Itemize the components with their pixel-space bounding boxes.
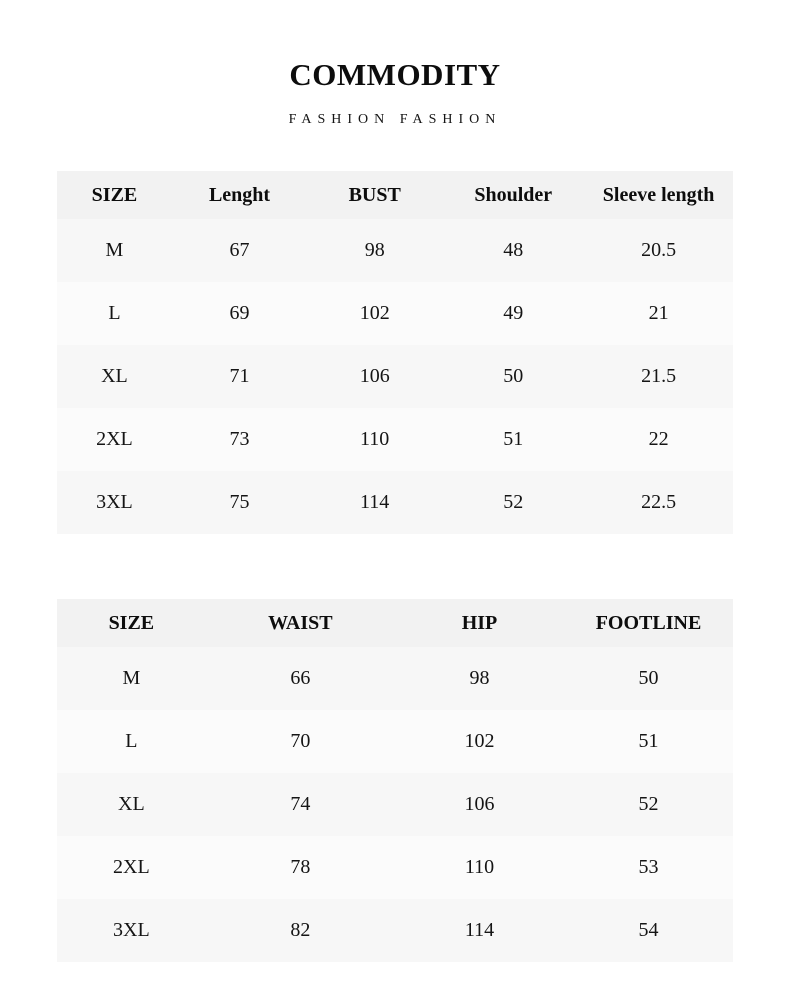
column-header-shoulder: Shoulder — [442, 171, 584, 219]
cell-sleeve-length: 22.5 — [584, 471, 733, 534]
cell-footline: 52 — [564, 773, 733, 836]
cell-size: M — [57, 219, 172, 282]
bottom-size-table-container — [57, 599, 733, 962]
cell-hip: 106 — [395, 773, 564, 836]
cell-shoulder: 49 — [442, 282, 584, 345]
cell-length: 75 — [172, 471, 307, 534]
bottom-table-body — [57, 647, 733, 962]
cell-size: 3XL — [57, 471, 172, 534]
column-header-footline: FOOTLINE — [564, 599, 733, 647]
cell-sleeve-length: 20.5 — [584, 219, 733, 282]
cell-footline: 53 — [564, 836, 733, 899]
bottom-table-header — [57, 599, 733, 647]
table-row — [57, 282, 733, 345]
cell-shoulder: 51 — [442, 408, 584, 471]
table-header-row — [57, 171, 733, 219]
table-row — [57, 219, 733, 282]
cell-length: 69 — [172, 282, 307, 345]
table-row — [57, 836, 733, 899]
cell-footline: 54 — [564, 899, 733, 962]
table-row — [57, 408, 733, 471]
cell-sleeve-length: 22 — [584, 408, 733, 471]
cell-size: 2XL — [57, 836, 206, 899]
cell-sleeve-length: 21 — [584, 282, 733, 345]
cell-hip: 114 — [395, 899, 564, 962]
cell-hip: 98 — [395, 647, 564, 710]
cell-length: 67 — [172, 219, 307, 282]
cell-size: XL — [57, 773, 206, 836]
cell-bust: 98 — [307, 219, 442, 282]
table-row — [57, 710, 733, 773]
cell-waist: 74 — [206, 773, 395, 836]
cell-size: L — [57, 282, 172, 345]
table-row — [57, 345, 733, 408]
cell-size: M — [57, 647, 206, 710]
column-header-length: Lenght — [172, 171, 307, 219]
cell-bust: 106 — [307, 345, 442, 408]
page-title: COMMODITY — [289, 57, 501, 92]
cell-bust: 110 — [307, 408, 442, 471]
table-row — [57, 471, 733, 534]
cell-size: 3XL — [57, 899, 206, 962]
cell-waist: 78 — [206, 836, 395, 899]
column-header-bust: BUST — [307, 171, 442, 219]
column-header-sleeve-length: Sleeve length — [584, 171, 733, 219]
top-table-header — [57, 171, 733, 219]
table-row — [57, 899, 733, 962]
cell-shoulder: 48 — [442, 219, 584, 282]
cell-footline: 50 — [564, 647, 733, 710]
cell-hip: 110 — [395, 836, 564, 899]
bottom-size-table — [57, 599, 733, 962]
cell-length: 73 — [172, 408, 307, 471]
cell-bust: 102 — [307, 282, 442, 345]
top-table-body — [57, 219, 733, 534]
column-header-waist: WAIST — [206, 599, 395, 647]
cell-size: 2XL — [57, 408, 172, 471]
column-header-size: SIZE — [57, 171, 172, 219]
cell-length: 71 — [172, 345, 307, 408]
page-subtitle: FASHION FASHION — [288, 112, 502, 128]
page-header — [0, 0, 790, 128]
top-size-table-container — [57, 171, 733, 534]
table-row — [57, 773, 733, 836]
table-header-row — [57, 599, 733, 647]
table-row — [57, 647, 733, 710]
cell-hip: 102 — [395, 710, 564, 773]
cell-waist: 70 — [206, 710, 395, 773]
column-header-hip: HIP — [395, 599, 564, 647]
cell-shoulder: 50 — [442, 345, 584, 408]
cell-size: XL — [57, 345, 172, 408]
cell-footline: 51 — [564, 710, 733, 773]
cell-sleeve-length: 21.5 — [584, 345, 733, 408]
cell-size: L — [57, 710, 206, 773]
column-header-size: SIZE — [57, 599, 206, 647]
cell-bust: 114 — [307, 471, 442, 534]
cell-waist: 82 — [206, 899, 395, 962]
top-size-table — [57, 171, 733, 534]
cell-waist: 66 — [206, 647, 395, 710]
cell-shoulder: 52 — [442, 471, 584, 534]
